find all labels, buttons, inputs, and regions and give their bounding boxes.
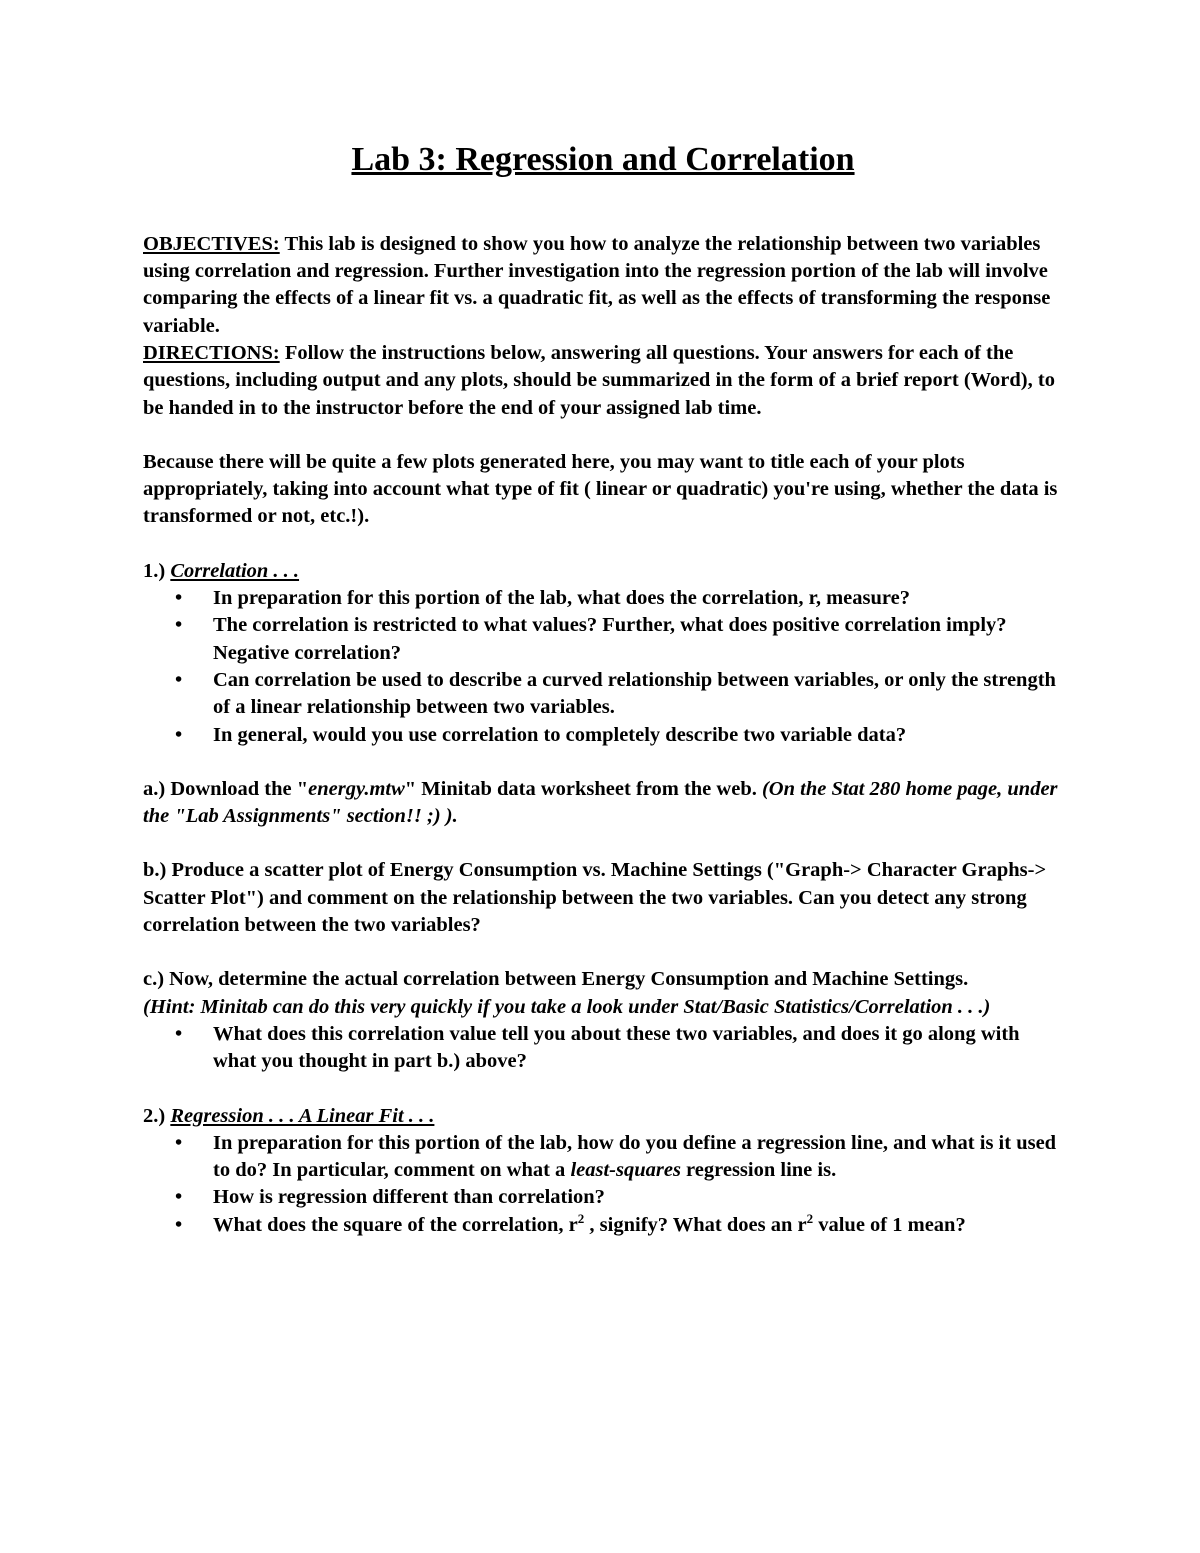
- emphasis: least-squares: [570, 1159, 681, 1182]
- spacer: [143, 531, 1063, 558]
- document-page: [143, 140, 1063, 1239]
- part-c-hint: (Hint: Minitab can do this very quickly if you take a look under Stat/Basic Statistics/Correlation . . .): [143, 995, 991, 1018]
- list-item: • Can correlation be used to describe a curved relationship between variables, or only the strength of a linear relationship between two variables.: [175, 668, 1056, 719]
- superscript: 2: [806, 1210, 814, 1226]
- section-2-topic: Regression . . . A Linear Fit . . .: [170, 1104, 435, 1127]
- directions-text: Follow the instructions below, answering all questions. Your answers for each of the questions, including output and any plots, should be summarized in the form of a brief report (Word), to be handed in to the instructor before the end of your assigned lab time.: [143, 341, 1055, 419]
- bullet-icon: •: [175, 614, 183, 637]
- bullet-icon: •: [175, 587, 183, 610]
- part-a-paragraph: a.) Download the "energy.mtw" Minitab data worksheet from the web. (On the Stat 280 home page, under the "Lab Assignments" section!! ;) ).: [143, 777, 1058, 828]
- list-item: • How is regression different than correlation?: [213, 1184, 1063, 1211]
- section-2-number: 2.): [143, 1104, 166, 1127]
- intro-paragraph: Because there will be quite a few plots generated here, you may want to title each of your plots appropriately, taking into account what type of fit ( linear or quadratic) you're using, whether the data is transformed or not, etc.!).: [143, 450, 1058, 528]
- part-c-bullet-list: [143, 1021, 1063, 1076]
- bullet-icon: •: [175, 1022, 183, 1045]
- filename: energy.mtw: [308, 777, 405, 800]
- list-item: • What does the square of the correlation, $r^2$ , signify? What does an $r^2$ value of 1 mean?: [213, 1212, 1063, 1239]
- bullet-icon: •: [175, 1131, 183, 1154]
- part-b-paragraph: b.) Produce a scatter plot of Energy Consumption vs. Machine Settings ("Graph-> Character Graphs-> Scatter Plot") and comment on the relationship between the two variables. Can you detect any strong correlation between the two variables?: [143, 859, 1047, 937]
- bullet-icon: •: [175, 1213, 183, 1236]
- list-item: • In preparation for this portion of the lab, what does the correlation, r, measure?: [213, 585, 1063, 612]
- list-item: • The correlation is restricted to what values? Further, what does positive correlation imply? Negative correlation?: [175, 614, 1007, 664]
- section-1-topic: Correlation . . .: [170, 559, 300, 582]
- superscript: 2: [577, 1210, 585, 1226]
- list-item: • What does this correlation value tell you about these two variables, and does it go along with what you thought in part b.) above?: [175, 1022, 1020, 1073]
- spacer: [143, 422, 1063, 449]
- directions-paragraph: [143, 340, 1063, 422]
- spacer: [143, 1076, 1063, 1103]
- objectives-text: This lab is designed to show you how to analyze the relationship between two variables using correlation and regression. Further investigation into the regression portion of the lab will involve comparing the effects of a linear fit vs. a quadratic fit, as well as the effects of transforming the response variable.: [143, 232, 1051, 337]
- section-1-heading: [143, 558, 1063, 585]
- section-2-bullet-list: [143, 1130, 1063, 1239]
- bullet-icon: •: [175, 1186, 183, 1209]
- directions-label: DIRECTIONS:: [143, 341, 280, 364]
- page-title: Lab 3: Regression and Correlation: [351, 141, 855, 178]
- bullet-icon: •: [175, 668, 183, 691]
- section-2-heading: [143, 1103, 1063, 1130]
- part-a-note: (On the Stat 280 home page, under the "Lab Assignments" section!! ;) ).: [143, 777, 1058, 828]
- objectives-label: OBJECTIVES:: [143, 232, 280, 255]
- objectives-paragraph: [143, 231, 1063, 340]
- bullet-icon: •: [175, 723, 183, 746]
- list-item: • In general, would you use correlation to completely describe two variable data?: [213, 722, 1063, 749]
- part-c-paragraph: c.) Now, determine the actual correlation between Energy Consumption and Machine Settings.: [143, 968, 969, 991]
- section-1-bullet-list: [143, 585, 1063, 749]
- spacer: [143, 939, 1063, 966]
- spacer: [143, 830, 1063, 857]
- list-item: • In preparation for this portion of the lab, how do you define a regression line, and what is it used to do? In particular, comment on what a least-squares regression line is.: [175, 1131, 1057, 1182]
- section-1-number: 1.): [143, 559, 166, 582]
- spacer: [143, 749, 1063, 776]
